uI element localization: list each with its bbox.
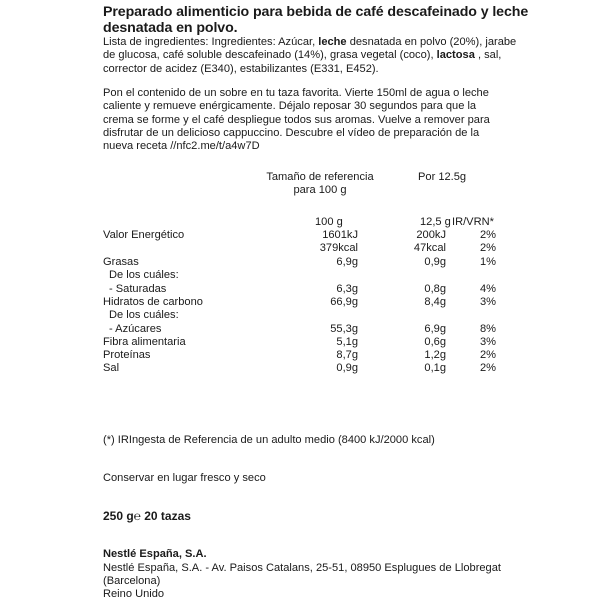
net-quantity: 250 g℮ 20 tazas — [103, 509, 191, 523]
col-ir-header: IR/VRN* — [452, 216, 494, 228]
nutrient-sublabel: De los cuáles: — [109, 309, 179, 321]
nutrient-label: Grasas — [103, 256, 139, 268]
nutrient-label: Valor Energético — [103, 229, 185, 241]
nutrient-label: Fibra alimentaria — [103, 336, 186, 348]
col-portion-header: 12,5 g — [420, 216, 451, 228]
value-portion: 8,4g — [424, 296, 446, 308]
value-100g: 6,3g — [336, 283, 358, 295]
company-name: Nestlé España, S.A. — [103, 548, 207, 560]
value-100g: 55,3g — [330, 323, 358, 335]
value-100g: 8,7g — [336, 349, 358, 361]
value-portion: 200kJ — [416, 229, 446, 241]
value-ir: 4% — [479, 283, 496, 295]
value-ir: 3% — [479, 296, 496, 308]
value-portion: 0,1g — [424, 362, 446, 374]
allergen-lactose: lactosa — [436, 49, 475, 62]
value-portion: 0,9g — [424, 256, 446, 268]
value-100g: 1601kJ — [322, 229, 358, 241]
value-100g: 5,1g — [336, 336, 358, 348]
value-portion: 1,2g — [424, 349, 446, 361]
value-100g: 66,9g — [330, 296, 358, 308]
value-ir: 2% — [479, 349, 496, 361]
value-ir: 2% — [479, 362, 496, 374]
value-100g: 6,9g — [336, 256, 358, 268]
ingredients-part-2: desnatada en polvo (20%), jarabe de glucosa, café soluble descafeinado (14%), grasa vegetal (coco), — [103, 36, 517, 62]
nutrient-label: - Saturadas — [109, 283, 167, 295]
col-100g-header: 100 g — [315, 216, 343, 228]
value-portion: 0,6g — [424, 336, 446, 348]
reference-size-header: Tamaño de referencia para 100 g — [266, 171, 374, 197]
company-address: Nestlé España, S.A. - Av. Paisos Catalans, 25-51, 08950 Esplugues de Llobregat (Barcelona) — [103, 562, 501, 588]
value-portion: 6,9g — [424, 323, 446, 335]
preparation-instructions: Pon el contenido de un sobre en tu taza favorita. Vierte 150ml de agua o leche caliente y remueve enérgicamente. Déjalo reposar 30 segundos para que la crema se forme y el café despliegue todos sus aromas. Vuelve a remover para disfrutar de un delicioso cappuccino. Descubre el vídeo de preparación de la nueva receta //nfc2.me/t/a4w7D — [103, 87, 490, 153]
value-portion: 47kcal — [413, 242, 446, 254]
nutrient-label: Proteínas — [103, 349, 151, 361]
nutrient-label: Sal — [103, 362, 120, 374]
value-ir: 3% — [479, 336, 496, 348]
value-ir: 2% — [479, 242, 496, 254]
portion-header: Por 12.5g — [418, 171, 467, 183]
nutrient-sublabel: De los cuáles: — [109, 269, 179, 281]
value-ir: 2% — [479, 229, 496, 241]
product-title: Preparado alimenticio para bebida de café descafeinado y leche desnatada en polvo. — [103, 4, 529, 36]
ingredients-list — [103, 36, 523, 76]
value-portion: 0,8g — [424, 283, 446, 295]
ingredients-part-1: Lista de ingredientes: Ingredientes: Azúcar, — [103, 36, 319, 48]
ingredients-part-3: , sal, corrector de acidez (E340), estabilizantes (E331, E452). — [103, 49, 502, 75]
value-100g: 0,9g — [336, 362, 358, 374]
value-ir: 8% — [479, 323, 496, 335]
nutrient-label: - Azúcares — [109, 323, 162, 335]
nutrient-label: Hidratos de carbono — [103, 296, 203, 308]
value-100g: 379kcal — [319, 242, 358, 254]
allergen-milk: leche — [318, 36, 347, 48]
country-of-origin: Reino Unido — [103, 588, 165, 600]
value-ir: 1% — [479, 256, 496, 268]
storage-instructions: Conservar en lugar fresco y seco — [103, 472, 266, 484]
reference-intake-footnote: (*) IRIngesta de Referencia de un adulto medio (8400 kJ/2000 kcal) — [103, 434, 435, 446]
